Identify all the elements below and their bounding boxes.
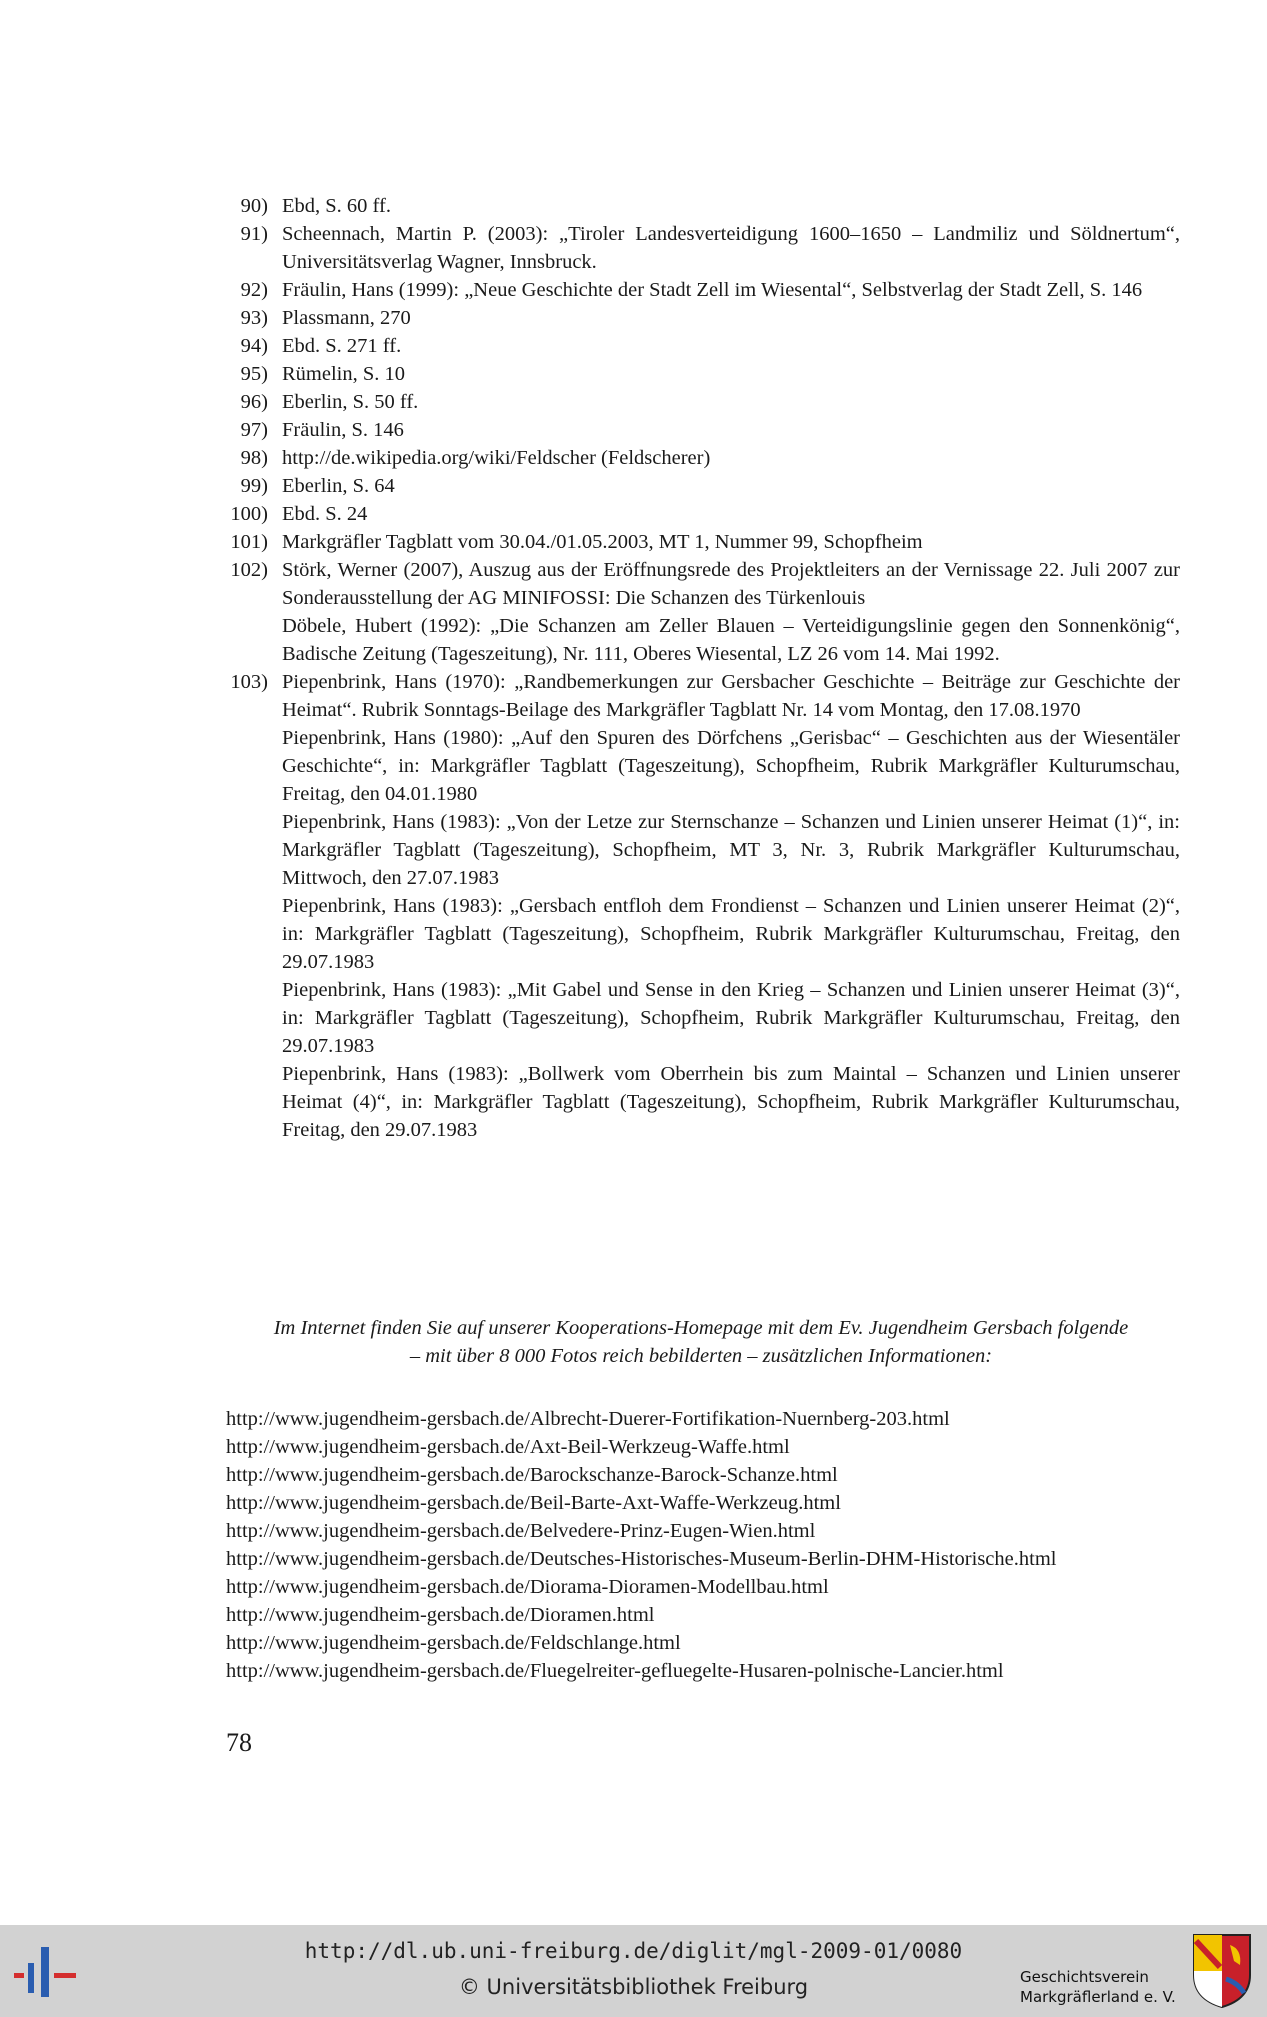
reference-item [210,220,1180,276]
web-link: http://www.jugendheim-gersbach.de/Belvedere-Prinz-Eugen-Wien.html [226,1520,816,1542]
reference-text: Markgräfler Tagblatt vom 30.04./01.05.2003, MT 1, Nummer 99, Schopfheim [282,531,923,553]
reference-text: Fräulin, S. 146 [282,419,404,441]
reference-text: Störk, Werner (2007), Auszug aus der Eröffnungsrede des Projektleiters an der Vernissage 22. Juli 2007 zur Sonderausstellung der AG MINIFOSSI: Die Schanzen des Türkenlouis [282,559,1180,609]
reference-item [210,668,1180,1144]
web-link: http://www.jugendheim-gersbach.de/Albrecht-Duerer-Fortifikation-Nuernberg-203.html [226,1408,950,1430]
reference-text: Scheennach, Martin P. (2003): „Tiroler Landesverteidigung 1600–1650 – Landmiliz und Söldnertum“, Universitätsverlag Wagner, Innsbruck. [282,223,1180,273]
reference-text: Eberlin, S. 64 [282,475,395,497]
web-link: http://www.jugendheim-gersbach.de/Barockschanze-Barock-Schanze.html [226,1464,838,1486]
reference-text: Piepenbrink, Hans (1970): „Randbemerkungen zur Gersbacher Geschichte – Beiträge zur Geschichte der Heimat“. Rubrik Sonntags-Beilage des Markgräfler Tagblatt Nr. 14 vom Montag, den 17.08.1970 [282,671,1180,721]
reference-text: Piepenbrink, Hans (1983): „Mit Gabel und Sense in den Krieg – Schanzen und Linien unserer Heimat (3)“, in: Markgräfler Tagblatt (Tageszeitung), Schopfheim, Rubrik Markgräfler Kulturumschau, Freitag, den 29.07.1983 [282,979,1180,1057]
reference-item [210,276,1180,304]
web-link: http://www.jugendheim-gersbach.de/Dioramen.html [226,1604,655,1626]
reference-number: 103) [230,671,268,693]
footer-copyright: © Universitätsbibliothek Freiburg [458,1975,809,1999]
reference-number: 90) [240,195,268,217]
reference-item [210,444,1180,472]
reference-number: 98) [240,447,268,469]
reference-number: 100) [230,503,268,525]
reference-item [210,472,1180,500]
reference-text: Piepenbrink, Hans (1983): „Bollwerk vom Oberrhein bis zum Maintal – Schanzen und Linien unserer Heimat (4)“, in: Markgräfler Tagblatt (Tageszeitung), Schopfheim, Rubrik Markgräfler Kulturumschau, Freitag, den 29.07.1983 [282,1063,1180,1141]
web-link: http://www.jugendheim-gersbach.de/Axt-Beil-Werkzeug-Waffe.html [226,1436,790,1458]
reference-list [210,192,1180,1144]
reference-text: Ebd, S. 60 ff. [282,195,391,217]
reference-number: 94) [240,335,268,357]
reference-text: Ebd. S. 271 ff. [282,335,402,357]
reference-text: Rümelin, S. 10 [282,363,406,385]
reference-text: Fräulin, Hans (1999): „Neue Geschichte der Stadt Zell im Wiesental“, Selbstverlag der Stadt Zell, S. 146 [282,279,1143,301]
society-name [1020,1967,1176,2007]
notice-line-2: – mit über 8 000 Fotos reich bebilderten – zusätzlichen Informationen: [409,1345,993,1367]
reference-text: Ebd. S. 24 [282,503,368,525]
link-list [226,1405,1186,1685]
reference-item [210,500,1180,528]
page-number: 78 [226,1728,252,1757]
reference-item [210,416,1180,444]
reference-number: 91) [240,223,268,245]
reference-item [210,528,1180,556]
reference-text: Piepenbrink, Hans (1980): „Auf den Spuren des Dörfchens „Gerisbac“ – Geschichten aus der Wiesentäler Geschichte“, in: Markgräfler Tagblatt (Tageszeitung), Schopfheim, Rubrik Markgräfler Kulturumschau, Freitag, den 04.01.1980 [282,727,1180,805]
reference-text: Eberlin, S. 50 ff. [282,391,419,413]
reference-number: 99) [240,475,268,497]
coat-of-arms-icon [1190,1931,1254,2011]
reference-number: 101) [230,531,268,553]
notice-line-1: Im Internet finden Sie auf unserer Kooperations-Homepage mit dem Ev. Jugendheim Gersbach folgende [273,1317,1129,1339]
society-line-1: Geschichtsverein [1020,1968,1149,1986]
society-line-2: Markgräflerland e. V. [1020,1988,1176,2006]
web-link: http://www.jugendheim-gersbach.de/Beil-Barte-Axt-Waffe-Werkzeug.html [226,1492,841,1514]
web-link: http://www.jugendheim-gersbach.de/Diorama-Dioramen-Modellbau.html [226,1576,829,1598]
footer-url-link[interactable]: http://dl.ub.uni-freiburg.de/diglit/mgl-2009-01/0080 [304,1939,963,1963]
reference-item [210,388,1180,416]
web-link: http://www.jugendheim-gersbach.de/Deutsches-Historisches-Museum-Berlin-DHM-Historische.html [226,1548,1057,1570]
viewer-footer [0,1925,1267,2017]
reference-number: 97) [240,419,268,441]
reference-number: 93) [240,307,268,329]
reference-text: Plassmann, 270 [282,307,411,329]
reference-item [210,304,1180,332]
reference-item [210,332,1180,360]
reference-item [210,556,1180,668]
reference-text: Piepenbrink, Hans (1983): „Gersbach entfloh dem Frondienst – Schanzen und Linien unserer Heimat (2)“, in: Markgräfler Tagblatt (Tageszeitung), Schopfheim, Rubrik Markgräfler Kulturumschau, Freitag, den 29.07.1983 [282,895,1180,973]
reference-item [210,192,1180,220]
reference-text: Piepenbrink, Hans (1983): „Von der Letze zur Sternschanze – Schanzen und Linien unserer Heimat (1)“, in: Markgräfler Tagblatt (Tageszeitung), Schopfheim, MT 3, Nr. 3, Rubrik Markgräfler Kulturumschau, Mittwoch, den 27.07.1983 [282,811,1180,889]
web-link: http://www.jugendheim-gersbach.de/Feldschlange.html [226,1632,681,1654]
reference-number: 95) [240,363,268,385]
web-link: http://www.jugendheim-gersbach.de/Fluegelreiter-gefluegelte-Husaren-polnische-Lancier.html [226,1660,1004,1682]
reference-text: Döbele, Hubert (1992): „Die Schanzen am Zeller Blauen – Verteidigungslinie gegen den Sonnenkönig“, Badische Zeitung (Tageszeitung), Nr. 111, Oberes Wiesental, LZ 26 vom 14. Mai 1992. [282,615,1180,665]
reference-item [210,360,1180,388]
internet-notice [218,1314,1184,1370]
reference-text: http://de.wikipedia.org/wiki/Feldscher (Feldscherer) [282,447,711,469]
reference-number: 102) [230,559,268,581]
reference-number: 92) [240,279,268,301]
reference-number: 96) [240,391,268,413]
